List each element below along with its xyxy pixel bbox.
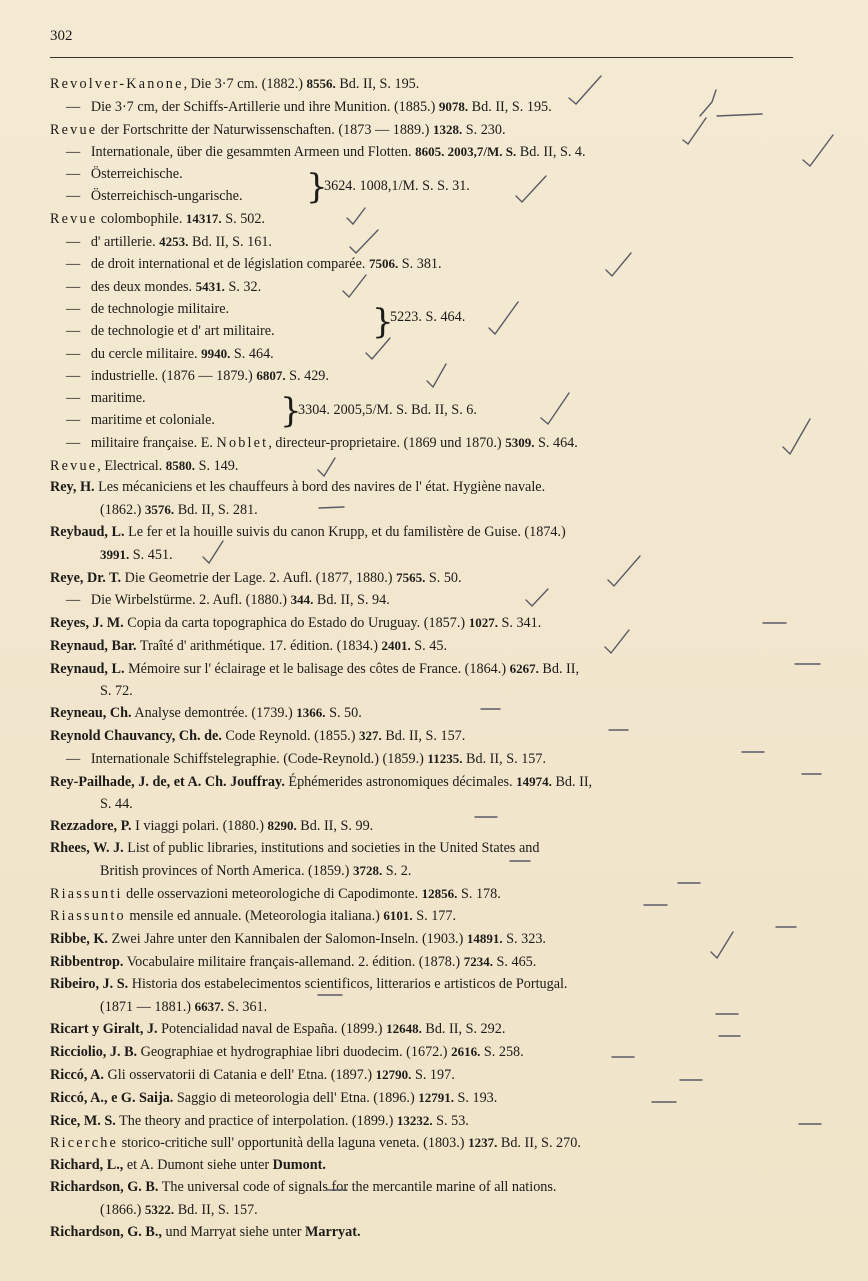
entry-continuation: (1871 — 1881.) 6637. S. 361.	[100, 998, 268, 1015]
entry-revue-colombophile: Revue colombophile. 14317. S. 502.	[50, 210, 266, 227]
entry-richard: Richard, L., et A. Dumont siehe unter Dumont.	[50, 1157, 326, 1174]
entry-brace-group: — Österreichische. — Österreichisch-ungarische. } 3624. 1008,1/M. S. S. 31.	[66, 166, 470, 208]
check-mark-icon	[803, 135, 833, 166]
entry-continuation: (1866.) 5322. Bd. II, S. 157.	[100, 1201, 258, 1218]
entry-rezzadore: Rezzadore, P. I viaggi polari. (1880.) 8290. Bd. II, S. 99.	[50, 818, 374, 835]
index-entries	[50, 73, 795, 1243]
entry-rice: Rice, M. S. The theory and practice of interpolation. (1899.) 13232. S. 53.	[50, 1112, 469, 1129]
entry-sub: — Internationale, über die gesammten Armeen und Flotten. 8605. 2003,7/M. S. Bd. II, S. 4.	[66, 144, 586, 161]
entry-ricerche: Ricerche storico-critiche sull' opportunità della laguna veneta. (1803.) 1237. Bd. II, S. 270.	[50, 1135, 581, 1152]
entry-sub: — de droit international et de législation comparée. 7506. S. 381.	[66, 256, 442, 273]
entry-ribbe: Ribbe, K. Zwei Jahre unter den Kannibalen der Salomon-Inseln. (1903.) 14891. S. 323.	[50, 931, 546, 948]
entry-reynaud-l: Reynaud, L. Mémoire sur l' éclairage et le balisage des côtes de France. (1864.) 6267. Bd. II,	[50, 660, 580, 677]
entry-sub: — Die Wirbelstürme. 2. Aufl. (1880.) 344. Bd. II, S. 94.	[66, 592, 390, 609]
entry-ricco: Riccó, A. Gli osservatorii di Catania e dell' Etna. (1897.) 12790. S. 197.	[50, 1067, 455, 1084]
entry-continuation: 3991. S. 451.	[100, 546, 173, 563]
entry-continuation: S. 72.	[100, 682, 133, 699]
brace-reference: 3304. 2005,5/M. S. Bd. II, S. 6.	[298, 402, 477, 419]
brace-symbol: }	[280, 391, 302, 432]
entry-richardson-marryat: Richardson, G. B., und Marryat siehe unter Marryat.	[50, 1223, 361, 1240]
entry-sub: — Die 3·7 cm, der Schiffs-Artillerie und ihre Munition. (1885.) 9078. Bd. II, S. 195.	[66, 98, 552, 115]
entry-richardson: Richardson, G. B. The universal code of signals for the mercantile marine of all nations.	[50, 1179, 557, 1196]
brace-symbol: }	[306, 167, 328, 208]
entry-reynaud-bar: Reynaud, Bar. Traîté d' arithmétique. 17. édition. (1834.) 2401. S. 45.	[50, 637, 448, 654]
entry-reybaud: Reybaud, L. Le fer et la houille suivis du canon Krupp, et du familistère de Guise. (1874.)	[50, 523, 566, 540]
entry-brace-group: — de technologie militaire. — de technologie et d' art militaire. } 5223. S. 464.	[66, 300, 466, 342]
entry-sub: — du cercle militaire. 9940. S. 464.	[66, 345, 274, 362]
entry-brace-group: — maritime. — maritime et coloniale. } 3304. 2005,5/M. S. Bd. II, S. 6.	[66, 390, 477, 432]
entry-reynold: Reynold Chauvancy, Ch. de. Code Reynold. (1855.) 327. Bd. II, S. 157.	[50, 728, 466, 745]
entry-rhees: Rhees, W. J. List of public libraries, institutions and societies in the United States and	[50, 840, 540, 857]
entry-reyes: Reyes, J. M. Copia da carta topographica do Estado do Uruguay. (1857.) 1027. S. 341.	[50, 615, 542, 632]
entry-ribeiro: Ribeiro, J. S. Historia dos estabelecimentos scientificos, litterarios e artisticos de Portugal.	[50, 975, 568, 992]
brace-reference: 5223. S. 464.	[390, 308, 466, 325]
entry-reyneau: Reyneau, Ch. Analyse demontrée. (1739.) 1366. S. 50.	[50, 705, 362, 722]
entry-sub: — d' artillerie. 4253. Bd. II, S. 161.	[66, 233, 272, 250]
entry-rey-pailhade: Rey-Pailhade, J. de, et A. Ch. Jouffray. Éphémerides astronomiques décimales. 14974. Bd. II,	[50, 773, 593, 790]
entry-ribbentrop: Ribbentrop. Vocabulaire militaire français-allemand. 2. édition. (1878.) 7234. S. 465.	[50, 954, 537, 971]
entry-riassunti: Riassunti delle osservazioni meteorologiche di Capodimonte. 12856. S. 178.	[50, 885, 501, 902]
entry-ricco-saija: Riccó, A., e G. Saija. Saggio di meteorologia dell' Etna. (1896.) 12791. S. 193.	[50, 1089, 498, 1106]
entry-ricart: Ricart y Giralt, J. Potencialidad naval de España. (1899.) 12648. Bd. II, S. 292.	[50, 1021, 506, 1038]
entry-sub: — industrielle. (1876 — 1879.) 6807. S. 429.	[66, 368, 329, 385]
entry-rey: Rey, H. Les mécaniciens et les chauffeurs à bord des navires de l' état. Hygiène navale.	[50, 479, 546, 496]
entry-riassunto: Riassunto mensile ed annuale. (Meteorologia italiana.) 6101. S. 177.	[50, 908, 457, 925]
entry-ricciolio: Ricciolio, J. B. Geographiae et hydrographiae libri duodecim. (1672.) 2616. S. 258.	[50, 1044, 524, 1061]
entry-sub: — militaire française. E. Noblet, directeur-proprietaire. (1869 und 1870.) 5309. S. 464.	[66, 434, 578, 451]
header-rule	[50, 57, 793, 58]
entry-revue-fortschritte: Revue der Fortschritte der Naturwissenschaften. (1873 — 1889.) 1328. S. 230.	[50, 121, 506, 138]
entry-reye: Reye, Dr. T. Die Geometrie der Lage. 2. Aufl. (1877, 1880.) 7565. S. 50.	[50, 569, 462, 586]
entry-continuation: British provinces of North America. (1859.) 3728. S. 2.	[100, 862, 412, 879]
brace-reference: 3624. 1008,1/M. S. S. 31.	[324, 178, 470, 195]
entry-revolver-kanone: Revolver-Kanone, Die 3·7 cm. (1882.) 8556. Bd. II, S. 195.	[50, 76, 420, 92]
page-number: 302	[50, 28, 73, 44]
entry-sub: — des deux mondes. 5431. S. 32.	[66, 279, 262, 296]
entry-continuation: (1862.) 3576. Bd. II, S. 281.	[100, 502, 258, 519]
entry-continuation: S. 44.	[100, 795, 133, 812]
brace-symbol: }	[372, 301, 394, 342]
entry-sub: — Internationale Schiffstelegraphie. (Code-Reynold.) (1859.) 11235. Bd. II, S. 157.	[66, 750, 547, 767]
entry-revue-electrical: Revue, Electrical. 8580. S. 149.	[50, 457, 239, 474]
